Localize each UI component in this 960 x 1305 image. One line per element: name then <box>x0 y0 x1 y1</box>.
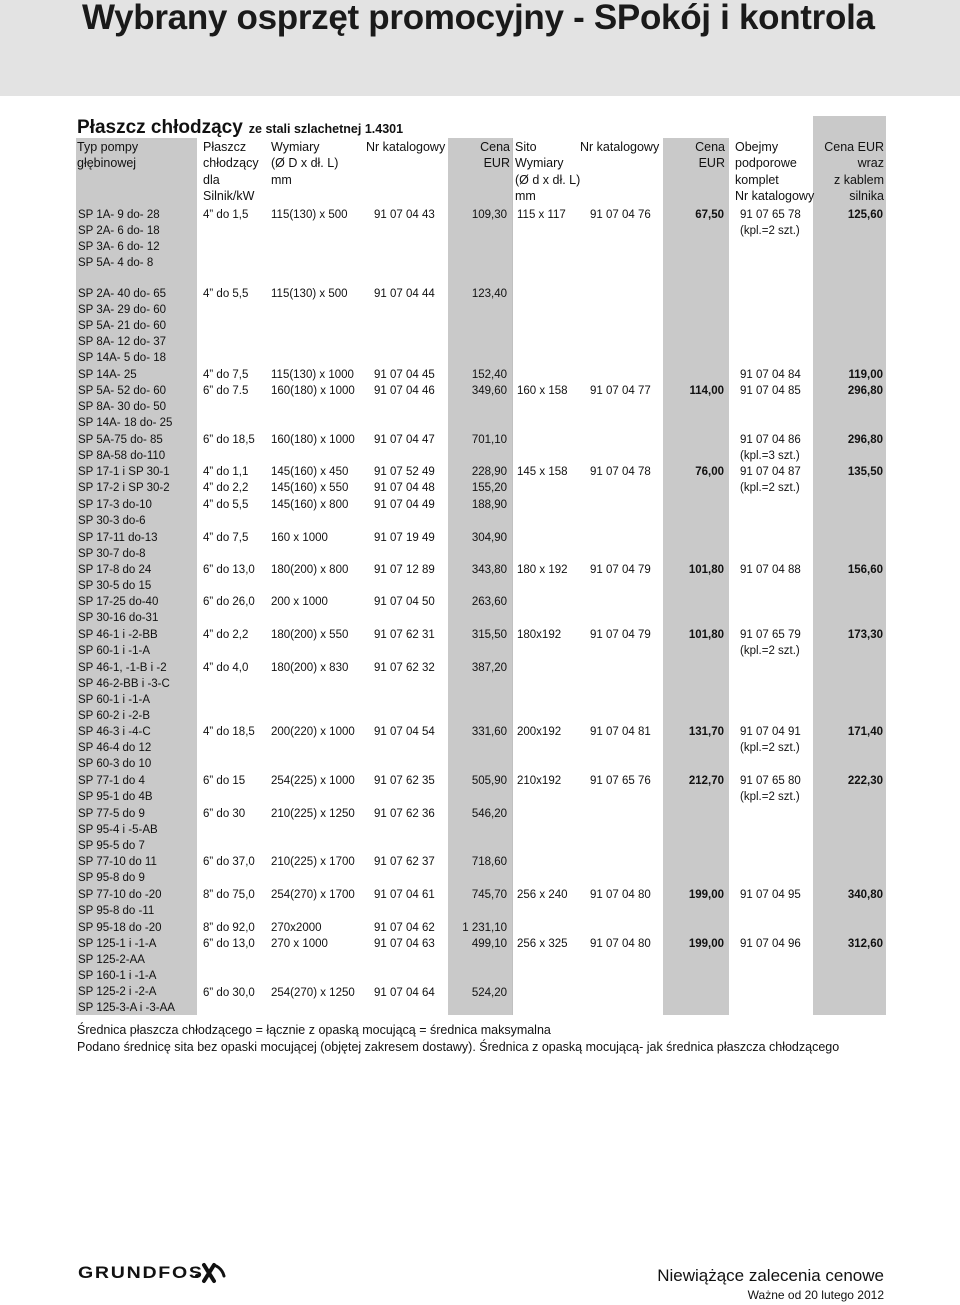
pump-type: SP 125-1 i -1-A <box>78 938 157 950</box>
jacket-price: 1 231,10 <box>462 922 507 934</box>
catalog-number: 91 07 04 64 <box>374 987 435 999</box>
clamp-catalog-number: (kpl.=2 szt.) <box>740 791 800 804</box>
section-title-text: Płaszcz chłodzący <box>77 117 243 138</box>
sieve-dimensions: 210x192 <box>517 775 562 787</box>
jacket-motor: 8” do 92,0 <box>203 922 255 934</box>
clamp-price: 312,60 <box>847 938 883 950</box>
note-line: Podano średnicę sita bez opaski mocującej (objętej zakresem dostawy). Średnica z opaską mocującą- jak średnica płaszcza chłodzącego <box>77 1039 840 1054</box>
sieve-catalog-number: 91 07 04 81 <box>590 726 651 738</box>
clamp-catalog-number: (kpl.=2 szt.) <box>740 225 800 238</box>
pump-type: SP 3A- 29 do- 60 <box>78 304 167 317</box>
jacket-dimensions: 200 x 1000 <box>271 596 328 608</box>
pump-type: SP 46-1, -1-B i -2 <box>78 662 167 674</box>
sieve-dimensions: 256 x 240 <box>517 889 568 901</box>
jacket-dimensions: 180(200) x 830 <box>271 662 349 674</box>
pump-type: SP 5A- 52 do- 60 <box>78 385 167 397</box>
jacket-dimensions: 145(160) x 450 <box>271 466 349 478</box>
catalog-number: 91 07 04 61 <box>374 889 435 901</box>
jacket-motor: 6” do 13,0 <box>203 564 255 576</box>
clamp-catalog-number: 91 07 65 80 <box>740 775 801 787</box>
pump-type: SP 46-2-BB i -3-C <box>78 678 170 691</box>
header-cable-price: wraz <box>857 156 884 171</box>
jacket-dimensions: 210(225) x 1700 <box>271 856 355 868</box>
jacket-motor: 4” do 1,1 <box>203 466 249 478</box>
pump-type: SP 95-8 do 9 <box>78 872 145 885</box>
header-dimensions: mm <box>271 172 292 187</box>
grundfos-logo <box>78 1262 226 1284</box>
jacket-motor: 4” do 2,2 <box>203 629 249 641</box>
header-dimensions: (Ø D x dł. L) <box>271 156 339 171</box>
sieve-dimensions: 115 x 117 <box>517 209 566 221</box>
clamp-catalog-number: 91 07 04 91 <box>740 726 801 738</box>
header-sieve: (Ø d x dł. L) <box>515 172 581 187</box>
pump-type: SP 17-1 i SP 30-1 <box>78 466 170 478</box>
header-sieve: Sito <box>515 140 537 154</box>
jacket-motor: 6” do 30,0 <box>203 987 255 999</box>
jacket-motor: 6” do 37,0 <box>203 856 255 868</box>
jacket-dimensions: 180(200) x 800 <box>271 564 349 576</box>
catalog-number: 91 07 12 89 <box>374 564 435 576</box>
header-sieve-price: EUR <box>698 156 725 171</box>
jacket-motor: 6” do 30 <box>203 808 246 820</box>
header-jacket: dla <box>203 172 220 187</box>
jacket-motor: 6” do 26,0 <box>203 596 255 608</box>
clamp-price: 296,80 <box>847 434 883 446</box>
pump-type: SP 17-8 do 24 <box>78 564 152 576</box>
pump-type: SP 1A- 9 do- 28 <box>78 209 160 221</box>
jacket-dimensions: 115(130) x 1000 <box>271 369 354 381</box>
jacket-motor: 6” do 18,5 <box>203 434 255 446</box>
clamp-price: 125,60 <box>847 209 883 221</box>
catalog-number: 91 07 04 48 <box>374 482 435 494</box>
pump-type: SP 60-1 i -1-A <box>78 694 151 707</box>
sieve-catalog-number: 91 07 04 80 <box>590 889 651 901</box>
pump-type: SP 77-10 do -20 <box>78 889 162 901</box>
catalog-number: 91 07 04 44 <box>374 288 435 300</box>
pump-type: SP 2A- 40 do- 65 <box>78 288 167 300</box>
catalog-number: 91 07 62 37 <box>374 856 435 868</box>
clamp-catalog-number: 91 07 04 84 <box>740 369 801 381</box>
header-cable-price: z kablem <box>833 172 884 187</box>
catalog-number: 91 07 04 50 <box>374 596 435 608</box>
pump-type: SP 125-2-AA <box>78 954 145 967</box>
clamp-catalog-number: (kpl.=2 szt.) <box>740 645 800 658</box>
grid-line <box>512 138 513 1015</box>
header-cable-price: Cena EUR <box>824 140 884 154</box>
clamp-catalog-number: 91 07 04 85 <box>740 385 801 397</box>
jacket-dimensions: 210(225) x 1250 <box>271 808 355 820</box>
header-catalog-no: Nr katalogowy <box>366 140 446 154</box>
clamp-catalog-number: 91 07 65 79 <box>740 629 801 641</box>
pump-type: SP 14A- 5 do- 18 <box>78 352 167 365</box>
clamp-catalog-number: 91 07 04 88 <box>740 564 801 576</box>
sieve-price: 212,70 <box>688 775 724 787</box>
pump-type: SP 2A- 6 do- 18 <box>78 225 160 238</box>
pump-type: SP 17-25 do-40 <box>78 596 159 608</box>
catalog-number: 91 07 04 43 <box>374 209 435 221</box>
note-line: Średnica płaszcza chłodzącego = łącznie z opaską mocującą = średnica maksymalna <box>77 1023 551 1037</box>
jacket-price: 745,70 <box>471 889 507 901</box>
pump-type: SP 8A-58 do-110 <box>78 450 166 463</box>
pump-type: SP 14A- 18 do- 25 <box>78 417 173 430</box>
jacket-motor: 6” do 15 <box>203 775 246 787</box>
pump-type: SP 95-5 do 7 <box>78 840 145 853</box>
header-clamps: podporowe <box>735 156 797 171</box>
header-jacket: Płaszcz <box>203 140 247 154</box>
header-price: EUR <box>483 156 510 171</box>
header-jacket: chłodzący <box>203 156 259 171</box>
page-title: Wybrany osprzęt promocyjny - SPokój i kontrola <box>82 0 875 37</box>
sieve-price: 131,70 <box>688 726 724 738</box>
catalog-number: 91 07 04 54 <box>374 726 435 738</box>
jacket-dimensions: 160 x 1000 <box>271 532 328 544</box>
pump-type: SP 46-1 i -2-BB <box>78 629 158 641</box>
jacket-dimensions: 145(160) x 550 <box>271 482 349 494</box>
catalog-number: 91 07 04 49 <box>374 499 435 511</box>
clamp-catalog-number: 91 07 04 87 <box>740 466 801 478</box>
jacket-price: 701,10 <box>471 434 507 446</box>
jacket-price: 155,20 <box>471 482 507 494</box>
clamp-catalog-number: (kpl.=3 szt.) <box>740 450 800 463</box>
jacket-dimensions: 270x2000 <box>271 922 322 934</box>
sieve-catalog-number: 91 07 04 77 <box>590 385 651 397</box>
pump-type: SP 5A- 4 do- 8 <box>78 257 154 270</box>
pump-type: SP 95-1 do 4B <box>78 791 153 804</box>
jacket-motor: 6” do 7.5 <box>203 385 249 397</box>
sieve-catalog-number: 91 07 04 78 <box>590 466 651 478</box>
pump-type: SP 95-18 do -20 <box>78 922 162 934</box>
sieve-catalog-number: 91 07 04 76 <box>590 209 651 221</box>
pump-type: SP 8A- 12 do- 37 <box>78 336 167 349</box>
catalog-number: 91 07 62 32 <box>374 662 435 674</box>
catalog-number: 91 07 04 45 <box>374 369 435 381</box>
clamp-price: 296,80 <box>847 385 883 397</box>
pump-type: SP 60-3 do 10 <box>78 758 152 771</box>
header-price: Cena <box>480 140 510 154</box>
catalog-number: 91 07 62 35 <box>374 775 435 787</box>
pump-type: SP 160-1 i -1-A <box>78 970 157 983</box>
header-pump-type: Typ pompy <box>77 140 139 154</box>
page-header <box>0 0 960 96</box>
jacket-price: 387,20 <box>471 662 507 674</box>
catalog-number: 91 07 52 49 <box>374 466 435 478</box>
catalog-number: 91 07 04 46 <box>374 385 435 397</box>
jacket-dimensions: 160(180) x 1000 <box>271 434 355 446</box>
jacket-price: 123,40 <box>471 288 507 300</box>
pump-type: SP 3A- 6 do- 12 <box>78 241 160 254</box>
clamp-price: 135,50 <box>847 466 883 478</box>
sieve-dimensions: 200x192 <box>517 726 562 738</box>
jacket-dimensions: 270 x 1000 <box>271 938 328 950</box>
logo-text: GRUNDFOS <box>78 1263 204 1282</box>
jacket-price: 505,90 <box>471 775 507 787</box>
pump-type: SP 5A-75 do- 85 <box>78 434 163 446</box>
jacket-dimensions: 254(270) x 1250 <box>271 987 355 999</box>
jacket-motor: 4” do 7,5 <box>203 532 249 544</box>
header-dimensions: Wymiary <box>271 140 320 154</box>
sieve-catalog-number: 91 07 04 79 <box>590 629 651 641</box>
sieve-dimensions: 160 x 158 <box>517 385 568 397</box>
sieve-price: 199,00 <box>688 889 724 901</box>
jacket-dimensions: 160(180) x 1000 <box>271 385 355 397</box>
pump-type: SP 95-8 do -11 <box>78 905 155 918</box>
sieve-dimensions: 256 x 325 <box>517 938 568 950</box>
sieve-dimensions: 180x192 <box>517 629 562 641</box>
sieve-catalog-number: 91 07 65 76 <box>590 775 651 787</box>
jacket-motor: 4” do 5,5 <box>203 288 249 300</box>
jacket-price: 152,40 <box>471 369 507 381</box>
jacket-motor: 8” do 75,0 <box>203 889 255 901</box>
jacket-price: 188,90 <box>471 499 507 511</box>
header-pump-type: głębinowej <box>77 156 137 171</box>
header-sieve: Wymiary <box>515 156 564 171</box>
catalog-number: 91 07 04 62 <box>374 922 435 934</box>
header-sieve-catalog-no: Nr katalogowy <box>580 140 660 154</box>
clamp-price: 222,30 <box>847 775 883 787</box>
pump-type: SP 60-2 i -2-B <box>78 710 151 723</box>
jacket-price: 263,60 <box>471 596 507 608</box>
jacket-dimensions: 254(225) x 1000 <box>271 775 355 787</box>
sieve-price: 101,80 <box>688 564 724 576</box>
header-jacket: Silnik/kW <box>203 188 255 203</box>
catalog-number: 91 07 04 63 <box>374 938 435 950</box>
pump-type: SP 46-3 i -4-C <box>78 726 151 738</box>
pump-type: SP 46-4 do 12 <box>78 742 152 755</box>
jacket-dimensions: 200(220) x 1000 <box>271 726 355 738</box>
header-sieve: mm <box>515 188 536 203</box>
jacket-price: 304,90 <box>471 532 507 544</box>
pump-type: SP 125-2 i -2-A <box>78 986 157 999</box>
jacket-price: 546,20 <box>471 808 507 820</box>
notes <box>77 1022 839 1055</box>
sieve-dimensions: 180 x 192 <box>517 564 568 576</box>
jacket-price: 331,60 <box>471 726 507 738</box>
jacket-motor: 4” do 1,5 <box>203 209 249 221</box>
jacket-dimensions: 180(200) x 550 <box>271 629 349 641</box>
clamp-catalog-number: 91 07 65 78 <box>740 209 801 221</box>
jacket-price: 524,20 <box>471 987 507 999</box>
catalog-number: 91 07 62 31 <box>374 629 435 641</box>
sieve-price: 76,00 <box>695 466 724 478</box>
clamp-price: 171,40 <box>847 726 883 738</box>
jacket-price: 718,60 <box>471 856 507 868</box>
sieve-price: 67,50 <box>695 209 724 221</box>
section-title <box>77 117 403 139</box>
catalog-number: 91 07 19 49 <box>374 532 435 544</box>
sieve-price: 101,80 <box>688 629 724 641</box>
sieve-price: 114,00 <box>689 385 724 397</box>
pump-type: SP 60-1 i -1-A <box>78 645 151 658</box>
jacket-dimensions: 115(130) x 500 <box>271 209 348 221</box>
header-sieve-price: Cena <box>695 140 725 154</box>
clamp-catalog-number: 91 07 04 86 <box>740 434 801 446</box>
header-cable-price: silnika <box>849 188 884 203</box>
pump-type: SP 17-11 do-13 <box>78 532 158 544</box>
sieve-price: 199,00 <box>688 938 724 950</box>
jacket-dimensions: 254(270) x 1700 <box>271 889 355 901</box>
clamp-catalog-number: (kpl.=2 szt.) <box>740 742 800 755</box>
jacket-motor: 6” do 13,0 <box>203 938 255 950</box>
jacket-motor: 4” do 4,0 <box>203 662 249 674</box>
section-subtitle: ze stali szlachetnej 1.4301 <box>248 122 404 136</box>
pump-type: SP 5A- 21 do- 60 <box>78 320 167 333</box>
jacket-price: 343,80 <box>471 564 507 576</box>
pump-type: SP 125-3-A i -3-AA <box>78 1002 175 1015</box>
header-clamps: Obejmy <box>735 140 779 154</box>
jacket-dimensions: 115(130) x 500 <box>271 288 348 300</box>
clamp-price: 340,80 <box>847 889 883 901</box>
clamp-catalog-number: (kpl.=2 szt.) <box>740 482 800 495</box>
jacket-motor: 4” do 18,5 <box>203 726 255 738</box>
sieve-dimensions: 145 x 158 <box>517 466 568 478</box>
catalog-number: 91 07 62 36 <box>374 808 435 820</box>
clamp-price: 156,60 <box>847 564 883 576</box>
pump-type: SP 30-3 do-6 <box>78 515 146 528</box>
pump-type: SP 30-16 do-31 <box>78 612 159 625</box>
jacket-price: 349,60 <box>471 385 507 397</box>
pump-type: SP 95-4 i -5-AB <box>78 824 158 837</box>
header-clamps: komplet <box>735 172 779 187</box>
pump-type: SP 30-5 do 15 <box>78 580 152 593</box>
sieve-catalog-number: 91 07 04 79 <box>590 564 651 576</box>
pump-type: SP 14A- 25 <box>78 369 137 381</box>
pump-type: SP 77-5 do 9 <box>78 808 145 820</box>
jacket-price: 109,30 <box>471 209 507 221</box>
pump-type: SP 17-2 i SP 30-2 <box>78 482 170 494</box>
pump-type: SP 77-1 do 4 <box>78 775 145 787</box>
jacket-motor: 4” do 5,5 <box>203 499 249 511</box>
sieve-catalog-number: 91 07 04 80 <box>590 938 651 950</box>
clamp-price: 173,30 <box>847 629 883 641</box>
clamp-catalog-number: 91 07 04 95 <box>740 889 801 901</box>
header-clamps: Nr katalogowy <box>735 188 815 203</box>
pump-type: SP 30-7 do-8 <box>78 548 146 561</box>
jacket-motor: 4” do 7,5 <box>203 369 249 381</box>
jacket-dimensions: 145(160) x 800 <box>271 499 349 511</box>
pump-type: SP 77-10 do 11 <box>78 856 157 868</box>
jacket-motor: 4” do 2,2 <box>203 482 249 494</box>
footer-date: Ważne od 20 lutego 2012 <box>747 1288 884 1302</box>
jacket-price: 499,10 <box>471 938 507 950</box>
clamp-price: 119,00 <box>848 369 883 381</box>
catalog-number: 91 07 04 47 <box>374 434 435 446</box>
footer-title: Niewiążące zalecenia cenowe <box>657 1266 884 1285</box>
pump-type: SP 8A- 30 do- 50 <box>78 401 167 414</box>
clamp-catalog-number: 91 07 04 96 <box>740 938 801 950</box>
pump-type: SP 17-3 do-10 <box>78 499 152 511</box>
jacket-price: 228,90 <box>471 466 507 478</box>
jacket-price: 315,50 <box>471 629 507 641</box>
